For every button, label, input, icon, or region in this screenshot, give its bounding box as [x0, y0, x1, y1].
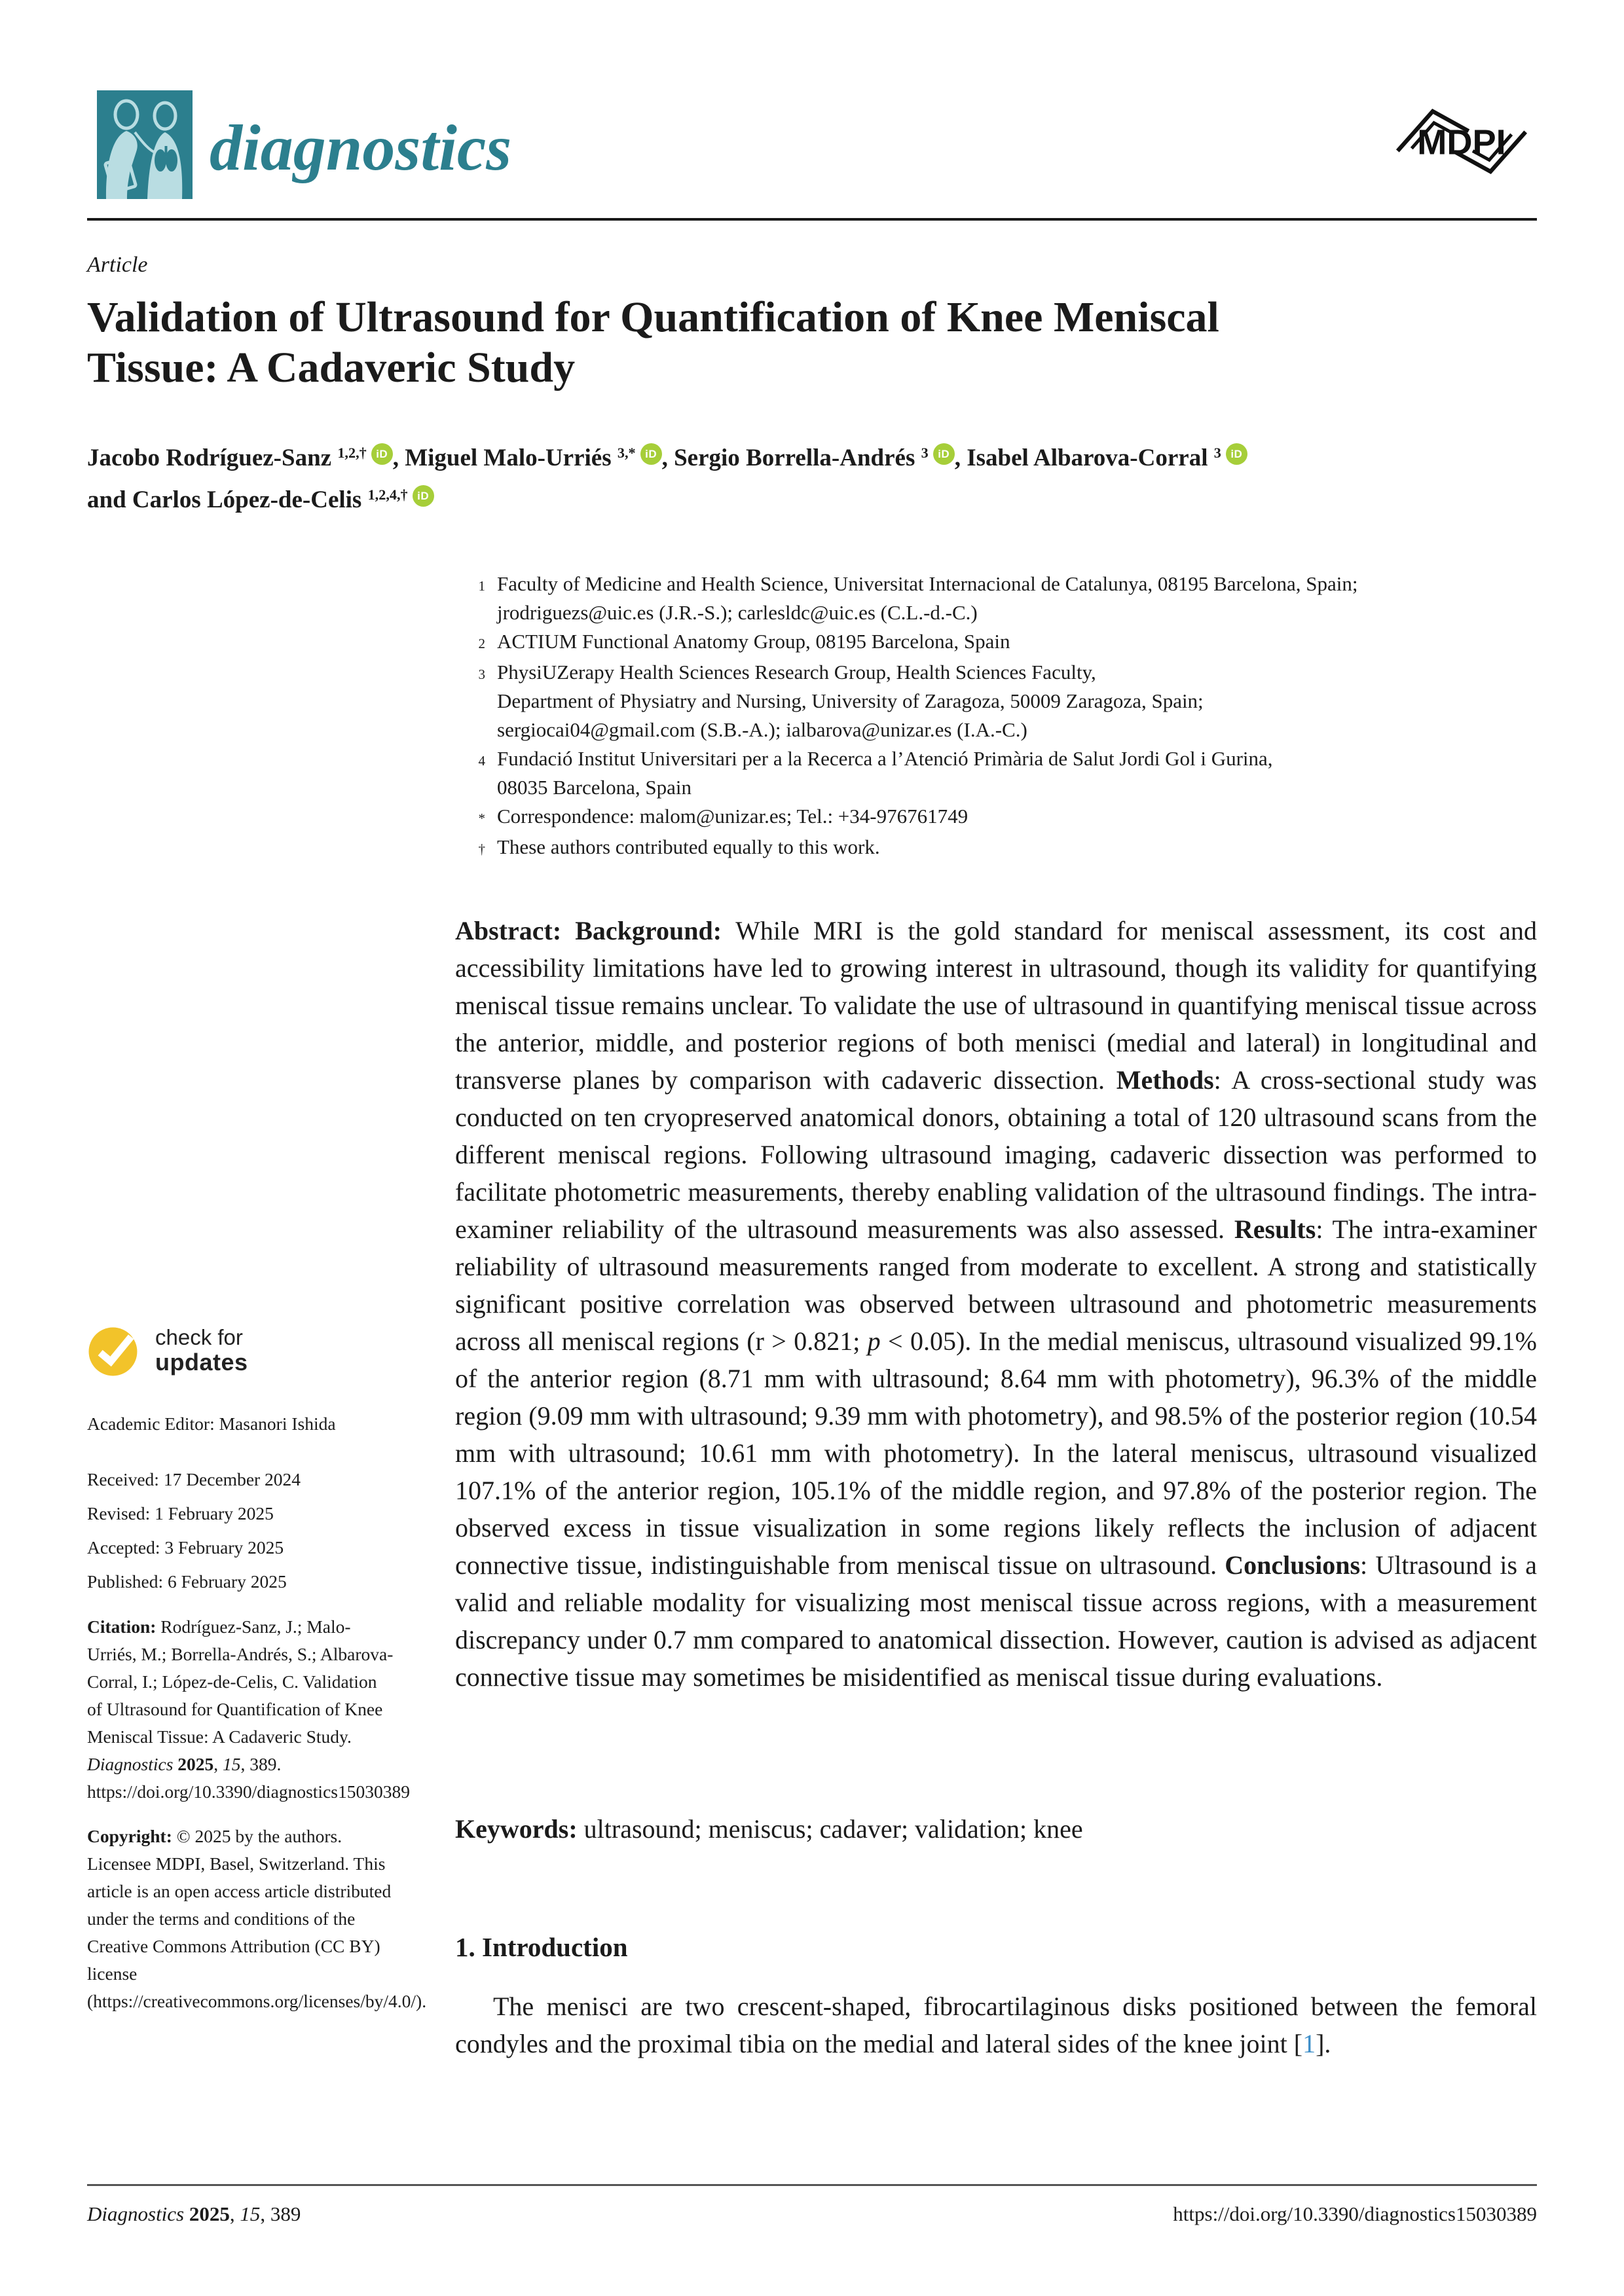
authors-line: Jacobo Rodríguez-Sanz $^{1,2,\dagger}$ iD , Miguel Malo-Urriés $^{3,*}$ iD , Sergio Borrella-Andrés $^3$ iD , Isabel Albarova-Corral $^3$ iD and Carlos López-de-Celis $^{1,2,4,\dagger}$ iD: [87, 437, 1528, 521]
affiliation-row: [455, 833, 1537, 864]
article-title: Validation of Ultrasound for Quantification of Knee Meniscal Tissue: A Cadaveric Study: [87, 293, 1219, 392]
crossmark-check-icon: [87, 1322, 142, 1377]
sidebar: [87, 1322, 427, 2015]
affiliation-text: Correspondence: malom@unizar.es; Tel.: +34-976761749: [497, 805, 969, 828]
affiliation-text: Fundació Institut Universitari per a la Recerca a l’Atenció Primària de Salut Jordi Gol i Gurina, 08035 Barcelona, Spain: [497, 747, 1273, 799]
article-type: Article: [87, 253, 148, 277]
affiliation-row: [455, 744, 1537, 802]
affiliation-text: ACTIUM Functional Anatomy Group, 08195 Barcelona, Spain: [497, 630, 1010, 653]
history-date-line: Received: 17 December 2024: [87, 1469, 301, 1489]
orcid-icon[interactable]: iD: [933, 443, 955, 465]
affiliation-marker: 2: [478, 636, 485, 651]
updates-label: updates: [155, 1348, 248, 1376]
orcid-icon[interactable]: iD: [640, 443, 662, 465]
check-for-label: check for: [155, 1324, 243, 1349]
affiliation-marker: 3: [478, 666, 485, 682]
footer-divider: [87, 2184, 1537, 2186]
history-date-line: Published: 6 February 2025: [87, 1571, 287, 1592]
orcid-icon[interactable]: iD: [413, 485, 434, 507]
affiliation-marker: †: [478, 841, 485, 857]
main-column: [455, 570, 1537, 2062]
abstract: Abstract: Background: While MRI is the gold standard for meniscal assessment, its cost and accessibility limitations have led to growing interest in ultrasound, though its validity for quantifying meniscal tissue remains unclear. To validate the use of ultrasound in quantifying meniscal tissue across the anterior, middle, and posterior regions of both menisci (medial and lateral) in longitudinal and transverse planes by comparison with cadaveric dissection. Methods: A cross-sectional study was conducted on ten cryopreserved anatomical donors, obtaining a total of 120 ultrasound scans from the different meniscal regions. Following ultrasound imaging, cadaveric dissection was performed to facilitate photometric measurements, thereby enabling validation of the ultrasound findings. The intra-examiner reliability of the ultrasound measurements was also assessed. Results: The intra-examiner reliability of ultrasound measurements ranged from moderate to excellent. A strong and statistically significant positive correlation was observed between ultrasound and photometric measurements across all meniscal regions (r > 0.821; p < 0.05). In the medial meniscus, ultrasound visualized 99.1% of the anterior region (8.71 mm with ultrasound; 8.64 mm with photometry), 96.3% of the middle region (9.09 mm with ultrasound; 9.39 mm with photometry), and 98.5% of the posterior region (10.54 mm with ultrasound; 10.61 mm with photometry). In the lateral meniscus, ultrasound visualized 107.1% of the anterior region, 105.1% of the middle region, and 97.8% of the posterior region. The observed excess in tissue visualization in some regions likely reflects the inclusion of adjacent connective tissue, indistinguishable from meniscal tissue on ultrasound. Conclusions: Ultrasound is a valid and reliable modality for visualizing most meniscal tissue across regions, with a measurement discrepancy under 0.7 mm compared to anatomical dissection. However, caution is advised as adjacent connective tissue may sometimes be misidentified as meniscal tissue during evaluations.: [455, 916, 1538, 1692]
affiliation-text: Faculty of Medicine and Health Science, Universitat Internacional de Catalunya, 08195 Barcelona, Spain; jrodriguezs@uic.es (J.R.-S.); carlesldc@uic.es (C.L.-d.-C.): [497, 572, 1358, 624]
affiliation-row: [455, 802, 1537, 833]
footer-journal-ref: Diagnostics 2025, 15, 389: [87, 2202, 301, 2225]
affiliation-row: [455, 570, 1537, 627]
affiliation-marker: 4: [478, 753, 485, 769]
citation-ref-link[interactable]: 1: [1302, 2029, 1316, 2058]
orcid-icon[interactable]: iD: [1226, 443, 1247, 465]
footer-doi-link[interactable]: https://doi.org/10.3390/diagnostics15030389: [1173, 2202, 1537, 2225]
affiliation-text: These authors contributed equally to this work.: [497, 835, 880, 858]
section-heading-introduction: 1. Introduction: [455, 1932, 628, 1962]
affiliations-block: [455, 570, 1537, 864]
dates-block: [87, 1463, 396, 1599]
copyright-block: Copyright: © 2025 by the authors. Licensee MDPI, Basel, Switzerland. This article is an open access article distributed under the terms and conditions of the Creative Commons Attribution (CC BY) license (https://creativecommons.org/licenses/by/4.0/).: [87, 1826, 427, 2011]
affiliation-row: [455, 658, 1537, 744]
keywords: Keywords: ultrasound; meniscus; cadaver; validation; knee: [455, 1814, 1083, 1844]
affiliation-marker: *: [478, 811, 485, 826]
header-divider: [87, 218, 1537, 221]
check-for-updates-badge[interactable]: [87, 1322, 396, 1377]
orcid-icon[interactable]: iD: [371, 443, 393, 465]
mdpi-wordmark: MDPI: [1417, 122, 1506, 162]
crossmark-text: [155, 1325, 248, 1376]
citation-block: Citation: Rodríguez-Sanz, J.; Malo-Urriés, M.; Borrella-Andrés, S.; Albarova-Corral, I.; López-de-Celis, C. Validation of Ultrasound for Quantification of Knee Meniscal Tissue: A Cadaveric Study. Diagnostics 2025, 15, 389. https://doi.org/10.3390/diagnostics15030389: [87, 1616, 410, 1802]
journal-name: diagnostics: [210, 111, 512, 184]
footer: [87, 2202, 1537, 2226]
affiliation-row: [455, 627, 1537, 658]
affiliation-marker: 1: [478, 578, 485, 594]
history-date-line: Accepted: 3 February 2025: [87, 1537, 284, 1558]
affiliation-text: PhysiUZerapy Health Sciences Research Group, Health Sciences Faculty, Department of Physiatry and Nursing, University of Zaragoza, 50009 Zaragoza, Spain; sergiocai04@gmail.com (S.B.-A.); ialbarova@unizar.es (I.A.-C.): [497, 661, 1204, 741]
diagnostics-logo-icon: [97, 90, 193, 199]
introduction-paragraph: The menisci are two crescent-shaped, fibrocartilaginous disks positioned between the femoral condyles and the proximal tibia on the medial and lateral sides of the knee joint [1].: [455, 1992, 1537, 2058]
mdpi-logo: [1393, 97, 1530, 186]
academic-editor: Academic Editor: Masanori Ishida: [87, 1413, 336, 1434]
history-date-line: Revised: 1 February 2025: [87, 1503, 274, 1523]
